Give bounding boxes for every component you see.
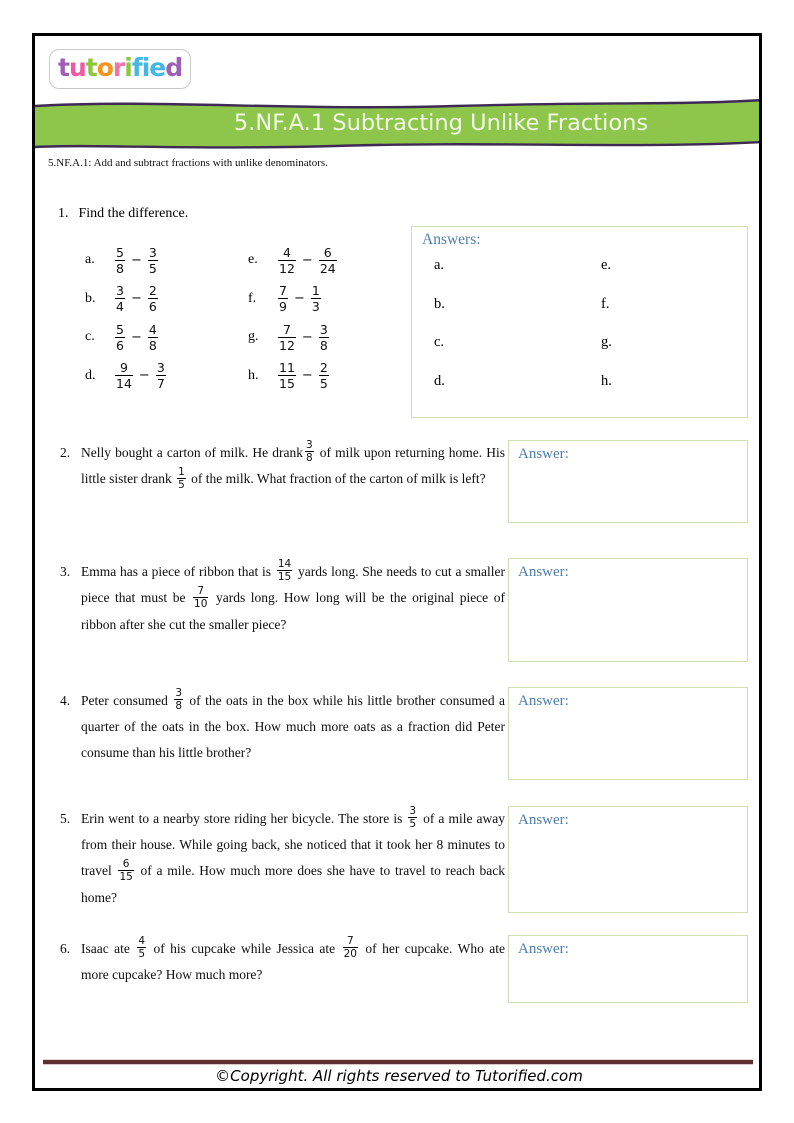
answer-label: Answer:	[518, 693, 569, 709]
fraction: $\frac{5}{6}$	[116, 321, 124, 353]
answers-column-right	[601, 257, 612, 411]
problem-text: Nelly bought a carton of milk. He drank $\frac{3}{8}$ of milk upon returning home. His little sister drank $\frac{1}{5}$ of the milk. What fraction of the carton of milk is left?	[81, 439, 505, 491]
answer-label: Answer:	[518, 941, 569, 957]
logo-letter: o	[96, 53, 113, 82]
fraction-expression	[115, 245, 158, 276]
exercise-label: g.	[248, 329, 259, 345]
problem-text: Erin went to a nearby store riding her bicycle. The store is $\frac{3}{5}$ of a mile away from their house. While going back, she noticed that it took her 8 minutes to travel $\frac{6}{15}$ of a mile. How much more does she have to travel to reach back home?	[81, 805, 506, 905]
word-problem-3	[60, 559, 505, 638]
exercise-label: e.	[248, 252, 258, 268]
question-1-heading	[58, 206, 188, 222]
exercise-label: b.	[85, 290, 96, 306]
answer-box-2	[508, 440, 748, 523]
minus-sign: −	[138, 368, 150, 384]
answer-box-6	[508, 935, 748, 1003]
minus-sign: −	[301, 329, 313, 345]
problem-number: 3.	[60, 564, 71, 579]
exercise-label: c.	[85, 329, 95, 345]
exercise-item	[248, 280, 438, 319]
problem-number: 4.	[60, 693, 71, 708]
exercise-column-right	[248, 241, 438, 395]
copyright-text: ©Copyright. All rights reserved to Tutorified.com	[215, 1067, 583, 1085]
logo-letter: i	[124, 53, 132, 82]
answer-box-4	[508, 687, 748, 780]
problem-text: Isaac ate $\frac{4}{5}$ of his cupcake while Jessica ate $\frac{7}{20}$ of her cupcake. Who ate more cupcake? How much more?	[81, 935, 505, 983]
answer-label: Answer:	[518, 446, 569, 462]
fraction: $\frac{7}{10}$	[194, 584, 208, 610]
page-title: 5.NF.A.1 Subtracting Unlike Fractions	[233, 110, 649, 136]
exercise-label: f.	[248, 290, 257, 306]
word-problem-5	[60, 806, 505, 911]
fraction: $\frac{14}{15}$	[277, 558, 292, 584]
fraction: $\frac{3}{4}$	[116, 283, 124, 315]
minus-sign: −	[130, 252, 142, 268]
answer-slot-label: b.	[434, 295, 445, 312]
fraction-expression	[115, 360, 166, 391]
fraction: $\frac{7}{20}$	[343, 935, 357, 961]
fraction-expression	[278, 360, 329, 391]
problem-text: Emma has a piece of ribbon that is $\frac{14}{15}$ yards long. She needs to cut a smaller piece that must be $\frac{7}{10}$ yards long. How long will be the original piece of ribbon after she cut the smaller piece?	[81, 558, 505, 632]
fraction: $\frac{5}{8}$	[116, 244, 124, 276]
fraction: $\frac{3}{8}$	[305, 439, 313, 465]
exercise-item	[248, 318, 438, 357]
problem-number: 2.	[60, 445, 71, 460]
exercise-label: h.	[248, 367, 259, 383]
fraction: $\frac{2}{5}$	[319, 360, 328, 392]
fraction: $\frac{3}{8}$	[175, 687, 183, 713]
fraction-expression	[115, 322, 158, 353]
minus-sign: −	[301, 368, 313, 384]
answer-slot-label: h.	[601, 372, 612, 389]
word-problem-6	[60, 936, 505, 988]
answers-column-left	[434, 257, 445, 411]
problem-text: Peter consumed $\frac{3}{8}$ of the oats in the box while his little brother consumed a quarter of the oats in the box. How much more oats as a fraction did Peter consume than his little brother?	[81, 687, 505, 761]
fraction: $\frac{2}{6}$	[148, 283, 157, 315]
answer-box-3	[508, 558, 748, 662]
answer-box-5	[508, 806, 748, 913]
fraction: $\frac{3}{8}$	[319, 321, 328, 353]
exercise-item	[85, 318, 248, 357]
fraction: $\frac{3}{5}$	[409, 805, 417, 831]
minus-sign: −	[130, 291, 142, 307]
fraction-expression	[278, 283, 321, 314]
logo-letter: f	[131, 53, 142, 82]
fraction: $\frac{1}{5}$	[178, 465, 185, 491]
title-banner	[35, 97, 762, 153]
problem-number: 5.	[60, 811, 71, 826]
worksheet-page	[32, 33, 762, 1091]
minus-sign: −	[301, 252, 313, 268]
exercise-column-left	[85, 241, 248, 395]
fraction: $\frac{3}{7}$	[156, 360, 165, 392]
fraction: $\frac{4}{5}$	[138, 935, 146, 961]
fraction: $\frac{1}{3}$	[311, 283, 320, 315]
answers-box-label: Answers:	[422, 231, 481, 248]
fraction-expression	[278, 322, 329, 353]
exercise-item	[85, 241, 248, 280]
answer-slot-label: e.	[601, 257, 612, 273]
logo-letter: d	[165, 53, 183, 82]
fraction: $\frac{7}{9}$	[279, 283, 287, 315]
fraction: $\frac{11}{15}$	[279, 360, 295, 392]
answer-slot-label: c.	[434, 334, 445, 350]
exercise-item	[85, 280, 248, 319]
logo-letter: e	[149, 53, 166, 82]
exercise-grid	[85, 241, 438, 395]
fraction: $\frac{4}{8}$	[148, 321, 157, 353]
word-problem-2	[60, 440, 505, 493]
logo-letter: r	[112, 53, 125, 82]
fraction-expression	[115, 283, 158, 314]
answer-slot-label: a.	[434, 257, 445, 273]
exercise-label: a.	[85, 252, 95, 268]
logo-letter: t	[58, 53, 69, 82]
fraction: $\frac{6}{15}$	[119, 857, 133, 883]
minus-sign: −	[293, 291, 305, 307]
answers-box	[411, 226, 748, 418]
fraction-expression	[278, 245, 337, 276]
answer-label: Answer:	[518, 812, 569, 828]
logo-letter: i	[141, 53, 150, 82]
fraction: $\frac{9}{14}$	[116, 360, 132, 392]
answer-slot-label: d.	[434, 372, 445, 389]
footer-divider	[43, 1059, 753, 1065]
exercise-item	[85, 357, 248, 396]
tutorified-logo	[49, 49, 191, 89]
word-problem-4	[60, 688, 505, 766]
fraction: $\frac{7}{12}$	[279, 321, 295, 353]
fraction: $\frac{6}{24}$	[319, 244, 336, 276]
question-1-number: 1.	[58, 206, 69, 221]
question-1-prompt: Find the difference.	[78, 206, 189, 221]
fraction: $\frac{4}{12}$	[279, 244, 295, 276]
answer-label: Answer:	[518, 564, 569, 580]
problem-number: 6.	[60, 941, 71, 956]
answer-slot-label: g.	[601, 334, 612, 350]
minus-sign: −	[130, 329, 142, 345]
exercise-item	[248, 241, 438, 280]
standard-description: 5.NF.A.1: Add and subtract fractions with unlike denominators.	[48, 157, 328, 169]
exercise-label: d.	[85, 367, 96, 383]
exercise-item	[248, 357, 438, 396]
fraction: $\frac{3}{5}$	[148, 244, 157, 276]
logo-letter: t	[85, 53, 97, 82]
answer-slot-label: f.	[601, 295, 610, 312]
logo-letter: u	[68, 53, 86, 82]
